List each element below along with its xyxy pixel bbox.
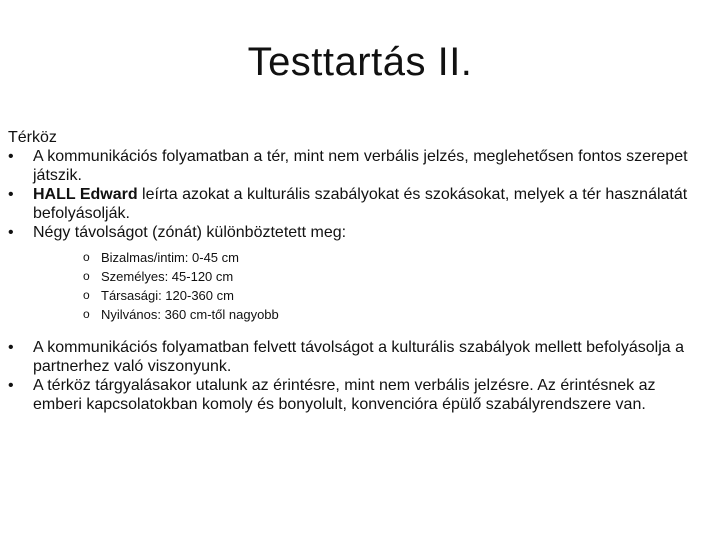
zone-item: o Nyilvános: 360 cm-től nagyobb: [83, 305, 708, 324]
bullet-list-bottom: [8, 338, 708, 414]
slide-content: [8, 128, 708, 414]
slide-title: Testtartás II.: [247, 40, 473, 84]
zone-list: [33, 248, 708, 324]
bullet-text: Négy távolságot (zónát) különböztetett meg:: [33, 224, 347, 241]
author-name: HALL Edward: [33, 186, 138, 203]
bullet-item: [8, 147, 708, 185]
bullet-text: A kommunikációs folyamatban a tér, mint nem verbális jelzés, meglehetősen fontos szerepet játszik.: [33, 148, 688, 184]
bullet-item: [8, 223, 708, 324]
bullet-item: • A térköz tárgyalásakor utalunk az érintésre, mint nem verbális jelzésre. Az érintésnek az emberi kapcsolatokban komoly és bonyolult, konvencióra épülő szabályrendszere van.: [8, 376, 708, 414]
section-heading: Térköz: [8, 129, 57, 146]
bullet-list-top: [8, 147, 708, 324]
bullet-item: • A kommunikációs folyamatban felvett távolságot a kulturális szabályok mellett befolyásolja a partnerhez való viszonyunk.: [8, 338, 708, 376]
spacer: [8, 324, 708, 338]
zone-item: o Társasági: 120-360 cm: [83, 286, 708, 305]
zone-item: o Bizalmas/intim: 0-45 cm: [83, 248, 708, 267]
zone-item: o Személyes: 45-120 cm: [83, 267, 708, 286]
bullet-text: leírta azokat a kulturális szabályokat és szokásokat, melyek a tér használatát befolyásolják.: [33, 186, 688, 222]
bullet-item: [8, 185, 708, 223]
